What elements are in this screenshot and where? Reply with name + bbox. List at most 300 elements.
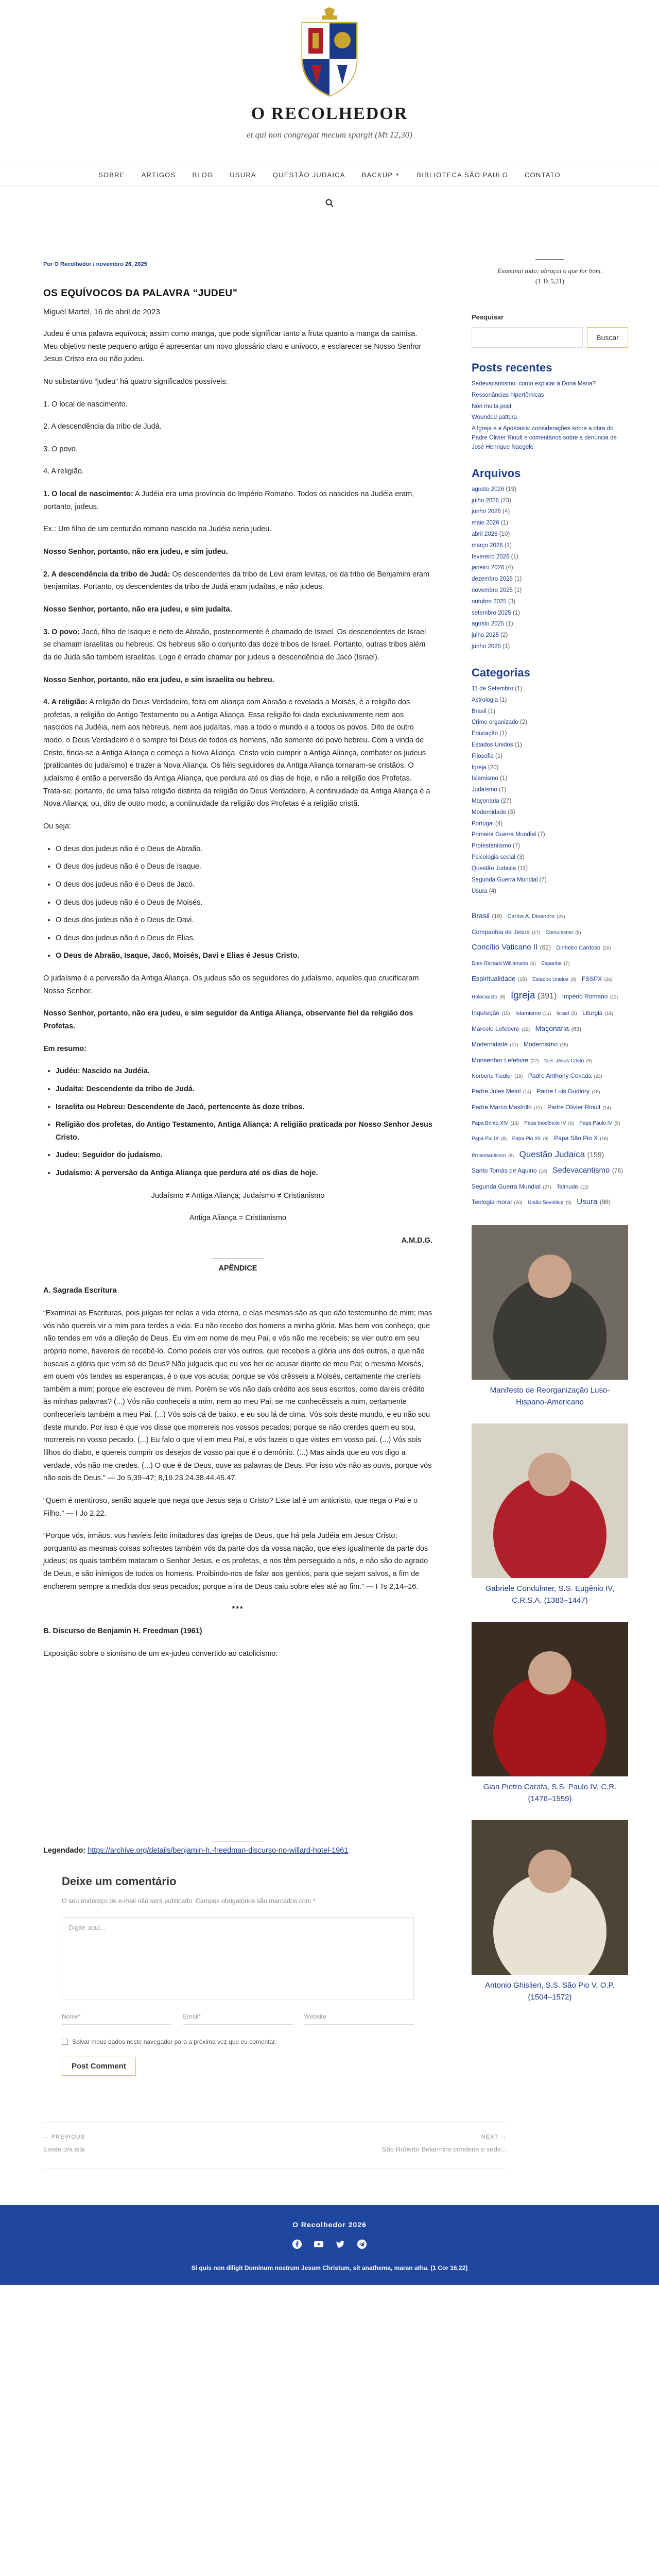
list-item: • Israelita ou Hebreu: Descendente de Jacó, pertencente às doze tribos. (56, 1101, 432, 1114)
nav-sobre[interactable]: SOBRE (98, 171, 125, 179)
tag-link[interactable]: Papa Pio IX (472, 1136, 499, 1142)
list-item (472, 796, 628, 807)
sidebar-search (472, 327, 628, 348)
cookie-checkbox[interactable] (62, 2039, 68, 2045)
list-item: • Judeu: Seguidor do judaísmo. (56, 1149, 432, 1162)
archive-link[interactable]: junho 2025 (472, 643, 501, 650)
image-caption[interactable]: Antonio Ghislieri, S.S. São Pio V, O.P. (1504–1572) (485, 1981, 615, 2002)
quote: “Examinai as Escrituras, pois julgais ter nelas a vida eterna, e elas mesmas são as que dão testemunho de mim; mas vós não quereis vir a mim para terdes a vida. Eu não recebo dos homens a minha glória. Mas bem vos conheço, que não tendes em vós a dileção de Deus. Eu vim em nome de meu Pai, e vós não me recebeis; se vier outro em seu próprio nome, havereis de recebê-lo. Como podeis crer vós outros, que recebeis a glória uns dos outros, e que não buscais a glória que vem só de Deus? Não julgueis que eu vos hei de acusar diante de meu Pai; o mesmo Moisés, em quem vós tendes as esperanças, é o que vos acusa; porque se vós crêsseis a Moisés, certamente me creríeis também a mim; porque ele escreveu de mim. Porém se vós não dais crédito aos seus escritos, como dareis crédito às minhas palavras? (...) Vós não conheceis a mim, nem ao meu Pai; se me conhecêsseis a mim, certamente conheceríeis também a meu Pai. (...) Vós sois cá de baixo, e eu sou lá de cima. Vós sois deste mundo, e eu não sou deste mundo. Por isso é que vos disse que morrereis nos vossos pecados; porque se não crerdes quem eu sou, morrereis no vosso pecado. (...) Eu falo o que vi em meu Pai, e vós fazeis o que vistes em vosso pai. (...) Vós sois filhos do diabo, e quereis cumprir os desejos de vosso pai que é o demônio. (...) Mas ainda que eu vos digo a verdade, vós não me credes. (...) O que é de Deus, ouve as palavras de Deus. Por isso vós não as ouvis, porque vós não sois de Deus.” — Jo 5,39–47; 8,19.23.24.38.44.45.47. (43, 1309, 432, 1483)
tag-link[interactable]: Segunda Guerra Mundial (472, 1182, 541, 1190)
count: (1) (499, 731, 507, 737)
tag-link[interactable]: Norberto Tiedler (472, 1073, 512, 1079)
count: (18) (592, 1089, 600, 1095)
section-title: A. Sagrada Escritura (43, 1286, 117, 1295)
tag-link[interactable]: FSSPX (581, 975, 602, 982)
tag-item (472, 1087, 531, 1095)
tag-link[interactable]: N.S. Jesus Cristo (544, 1058, 584, 1064)
tag-item (532, 974, 577, 983)
count: (13) (510, 1121, 519, 1126)
count: (1) (504, 542, 512, 549)
tag-item (535, 1024, 581, 1033)
count: (17) (510, 1042, 518, 1048)
tag-link[interactable]: Papa Bento XIV (472, 1121, 509, 1127)
facebook-link[interactable] (292, 2239, 302, 2252)
list-item (472, 785, 628, 796)
list-item (472, 379, 628, 390)
tag-item (472, 943, 551, 952)
count: (14) (602, 1105, 611, 1110)
category-link[interactable]: Filosofia (472, 753, 494, 759)
tag-link[interactable]: Usura (577, 1197, 598, 1207)
tag-item (552, 1166, 623, 1175)
equation: Antiga Aliança = Cristianismo (189, 1214, 287, 1223)
recent-posts-list (472, 379, 628, 453)
archive-link[interactable]: outubro 2025 (472, 598, 507, 605)
categories-title: Categorias (472, 666, 530, 679)
list-item (472, 552, 628, 563)
count: (1) (512, 609, 520, 616)
conclusion: Nosso Senhor, portanto, não era judeu, e sim judeu. (43, 548, 228, 556)
count: (2) (500, 632, 508, 639)
tag-item (524, 1040, 568, 1048)
site-header (0, 0, 659, 210)
list-item (472, 484, 628, 496)
list-item (472, 819, 628, 830)
site-logo[interactable] (0, 7, 659, 99)
list-item (472, 563, 628, 574)
archive-link[interactable]: junho 2026 (472, 509, 501, 515)
tag-item (546, 927, 581, 936)
count: (1) (499, 787, 507, 793)
category-link[interactable]: Islamismo (472, 775, 498, 782)
count: (27) (530, 1058, 539, 1063)
tag-link[interactable]: Teologia moral (472, 1198, 512, 1206)
list-item (472, 496, 628, 507)
list-item: • O deus dos judeus não é o Deus de Isaque. (56, 860, 432, 873)
header-search-button[interactable] (325, 199, 334, 210)
quote: “Porque vós, irmãos, vos havíeis feito imitadores das igrejas de Deus, que há pela Judéia em Jesus Cristo; porquanto as mesmas coisas sofrestes também vós da parte dos da vossa nação, que eles igualmente da parte dos judeus; os quais também mataram o Senhor Jesus, e os profetas, e nos têm perseguido a nós, e não são do agrado de Deus, e são inimigos de todos os homens. Proibindo-nos de falar aos gentios, para que sejam salvos, a fim de encherem sempre a medida dos seus pecados; porque a ira de Deus caiu sobre eles até ao fim.” — I Ts 2,14–16. (43, 1532, 428, 1591)
recent-post-link[interactable]: Non multa post (472, 403, 512, 410)
list-item (472, 886, 628, 897)
category-link[interactable]: Brasil (472, 708, 487, 715)
count: (16) (600, 1136, 609, 1142)
tag-link[interactable]: Santo Tomás de Aquino (472, 1167, 537, 1175)
name-field[interactable]: Nome* (62, 2013, 171, 2025)
comment-fields (62, 2013, 414, 2025)
paragraph: Em resumo: (43, 1044, 86, 1053)
tag-item (511, 992, 557, 1001)
search-label: Pesquisar (472, 313, 504, 321)
archive-link[interactable]: julho 2026 (472, 497, 499, 504)
archive-link[interactable]: fevereiro 2026 (472, 553, 510, 560)
category-link[interactable]: Questão Judaica (472, 865, 516, 872)
paragraph: No substantivo “judeu” há quatro significados possíveis: (43, 377, 228, 386)
list-item (472, 852, 628, 863)
tag-link[interactable]: Papa São Pio X (554, 1134, 598, 1142)
count: (8) (570, 976, 577, 982)
count: (159) (587, 1150, 604, 1159)
tag-link[interactable]: Holocausto (472, 994, 498, 1001)
count: (1) (499, 697, 507, 703)
website-field[interactable]: Website (304, 2013, 414, 2025)
category-link[interactable]: Protestantismo (472, 843, 511, 850)
count: (19) (517, 976, 527, 982)
count: (9) (565, 1200, 571, 1206)
image-caption[interactable]: Gabriele Condulmer, S.S. Eugênio IV, C.R.S.A. (1383–1447) (485, 1584, 615, 1605)
tag-item (472, 1008, 510, 1017)
count: (20) (488, 764, 499, 771)
tag-link[interactable]: Igreja (510, 990, 535, 1002)
tag-item (528, 1071, 602, 1080)
tag-item (541, 958, 569, 967)
previous-title: Existe o/a isla (43, 2145, 85, 2153)
list-item (472, 695, 628, 706)
count: (18) (604, 1011, 613, 1016)
tag-item (472, 1071, 523, 1080)
post-meta[interactable]: Por O Recolhedor / novembro 26, 2025 (43, 261, 147, 267)
sidebar-search-input[interactable] (472, 327, 583, 348)
count: (7) (537, 832, 545, 838)
tag-link[interactable]: Comunismo (545, 929, 574, 936)
list-item (472, 529, 628, 540)
archive-link[interactable]: janeiro 2026 (472, 565, 505, 571)
tag-link[interactable]: Islamismo (515, 1010, 541, 1017)
tag-link[interactable]: Dom Richard Williamson (472, 961, 528, 967)
search-icon (325, 199, 334, 207)
tag-link[interactable]: Padre Jules Meinl (472, 1088, 521, 1095)
tag-item (472, 992, 505, 1001)
tag-item (524, 1118, 574, 1127)
archive-link[interactable]: setembro 2025 (472, 609, 511, 616)
list-item (472, 619, 628, 630)
tag-link[interactable]: Modernismo (523, 1041, 558, 1048)
telegram-link[interactable] (357, 2239, 367, 2252)
twitter-link[interactable] (335, 2239, 345, 2252)
archive-link[interactable]: dezembro 2025 (472, 576, 513, 583)
paragraph: 1. O local de nascimento: A Judéia era uma província do Império Romano. Todos os nascidos na Judéia eram, portanto, judeus. (43, 490, 414, 511)
count: (11) (517, 865, 528, 872)
count: (20) (602, 945, 611, 951)
tag-item (472, 974, 527, 983)
count: (23) (500, 497, 511, 504)
archives-title: Arquivos (472, 466, 521, 480)
tag-link[interactable]: Espiritualidade (472, 974, 516, 982)
count: (27) (500, 798, 512, 804)
sidebar (472, 259, 628, 2169)
category-link[interactable]: Educação (472, 731, 498, 737)
category-link[interactable]: Igreja (472, 764, 487, 771)
category-link[interactable]: Primeira Guerra Mundial (472, 832, 536, 838)
cookie-label: Salvar meus dados neste navegador para a próxima vez que eu comentar. (72, 2038, 276, 2045)
count: (1) (514, 576, 522, 583)
nav-biblioteca[interactable]: BIBLIOTECA SÃO PAULO (417, 171, 509, 179)
category-link[interactable]: Astrologia (472, 697, 498, 703)
list-item: • Judéu: Nascido na Judéia. (56, 1065, 432, 1078)
comment-textarea[interactable]: Digite aqui... (62, 1917, 414, 1999)
count: (1) (514, 587, 522, 594)
paragraph: 2. A descendência da tribo de Judá. (43, 422, 162, 431)
list-item (472, 762, 628, 774)
list-item (472, 506, 628, 518)
motto-widget (472, 259, 628, 285)
tag-link[interactable]: Questão Judaica (519, 1149, 585, 1159)
count: (22) (522, 1026, 530, 1032)
count: (18) (539, 1168, 548, 1174)
count: (11) (534, 1105, 542, 1110)
tag-item (519, 1150, 604, 1159)
count: (7) (539, 876, 547, 883)
post-navigation (43, 2122, 507, 2169)
tag-link[interactable]: Sedevacantismo (552, 1166, 610, 1175)
tag-link[interactable]: Dinheiro Cardoso (556, 945, 600, 952)
recent-post-link[interactable]: Wounded pattera (472, 414, 517, 421)
category-link[interactable]: Judaísmo (472, 787, 497, 793)
tag-link[interactable]: Liturgia (582, 1009, 603, 1017)
divider (535, 259, 564, 260)
archives-list (472, 484, 628, 653)
nav-blog[interactable]: BLOG (192, 171, 214, 179)
tag-link[interactable]: Papa Paulo IV (579, 1121, 613, 1127)
recent-post-link[interactable]: Ressonâncias hipertômicas (472, 392, 544, 398)
recent-post-link[interactable]: A Igreja e a Apostasia: considerações sobre a obra do Padre Olivier Rioult e comentários sobre a denúncia de José Henrique Naegele (472, 426, 617, 450)
archive-link[interactable]: maio 2026 (472, 520, 499, 527)
post (43, 259, 432, 1857)
comments-note: O seu endereço de e-mail não será publicado. Campos obrigatórios são marcados com * (62, 1897, 316, 1905)
site-tagline: et qui non congregat mecum spargit (Mt 12,30) (247, 130, 412, 140)
count: (8) (575, 929, 581, 935)
count: (4) (502, 509, 510, 515)
tag-link[interactable]: Padre Marco Mastrillo (472, 1103, 532, 1111)
next-label: NEXT → (481, 2133, 507, 2140)
sidebar-image[interactable] (472, 1622, 628, 1776)
tag-link[interactable]: Padre Olivier Rioult (547, 1103, 601, 1111)
footer-title: O Recolhedor 2026 (292, 2220, 367, 2229)
tag-item (557, 1008, 577, 1017)
count: (6) (530, 961, 536, 967)
count: (7) (512, 843, 520, 850)
legend: Legendado: https://archive.org/details/benjamin-h.-freedman-discurso-no-willard-hotel-1961 (43, 1846, 349, 1855)
list-item (472, 641, 628, 653)
paragraph: 4. A religião. (43, 467, 84, 476)
count: (76) (612, 1167, 623, 1175)
nav-usura[interactable]: USURA (230, 171, 256, 179)
tag-link[interactable]: Talmude (557, 1183, 578, 1190)
tag-item (544, 1056, 592, 1064)
tag-link[interactable]: Maçonaria (535, 1024, 569, 1032)
count: (98) (599, 1198, 611, 1206)
count: (12) (580, 1184, 589, 1190)
list-item (472, 597, 628, 608)
quote: “Quem é mentiroso, senão aquele que nega que Jesus seja o Cristo? Este tal é um anticristo, que nega o Pai e o Filho.” — I Jo 2,22. (43, 1496, 418, 1518)
count: (8) (499, 994, 506, 1000)
list-item: • Judaísmo: A perversão da Antiga Aliança que perdura até os dias de hoje. (56, 1167, 432, 1180)
tag-item (472, 1118, 519, 1127)
tag-link[interactable]: Israel (556, 1011, 569, 1017)
count: (2) (519, 719, 528, 726)
list-item (472, 608, 628, 619)
archive-link[interactable]: abril 2026 (472, 531, 498, 537)
count: (14) (523, 1089, 531, 1095)
sidebar-image[interactable] (472, 1225, 628, 1380)
previous-label: ← PREVIOUS (43, 2133, 85, 2140)
list (56, 843, 432, 962)
count: (1) (495, 753, 503, 759)
category-link[interactable]: Usura (472, 888, 488, 894)
count: (9) (614, 1121, 620, 1126)
page-body (0, 259, 659, 2169)
tag-link[interactable]: Papa Inocêncio IV (524, 1121, 566, 1127)
nav-questao-judaica[interactable]: QUESTÃO JUDAICA (272, 171, 345, 179)
video-embed-area (43, 1670, 432, 1829)
tag-link[interactable]: Espanha (541, 961, 562, 967)
tag-item (577, 1197, 611, 1206)
count: (17) (532, 929, 541, 935)
tag-item (472, 1197, 523, 1206)
conclusion: Nosso Senhor, portanto, não era judeu, e sim seguidor da Antiga Aliança, observante fiel da religião dos Profetas. (43, 1009, 413, 1030)
tag-item (557, 1182, 588, 1191)
list-item: • O deus dos judeus não é o Deus de Jacó. (56, 878, 432, 891)
nav-contato[interactable]: CONTATO (525, 171, 561, 179)
paragraph: Exposição sobre o sionismo de um ex-judeu convertido ao catolicismo: (43, 1649, 278, 1658)
tag-link[interactable]: Papa Pio XII (512, 1136, 541, 1142)
list-item (472, 863, 628, 875)
twitter-icon (335, 2239, 345, 2249)
archive-link[interactable]: julho 2025 (472, 632, 499, 639)
comment-form (43, 1875, 432, 2076)
tag-link[interactable]: Concílio Vaticano II (472, 943, 538, 952)
tag-item (556, 943, 611, 952)
count: (9) (543, 1136, 549, 1142)
category-link[interactable]: Crime organizado (472, 719, 518, 726)
count: (1) (506, 621, 513, 628)
count: (62) (540, 944, 551, 952)
count: (1) (511, 553, 518, 560)
count: (23) (594, 1073, 602, 1079)
sidebar-search-button[interactable]: Buscar (587, 327, 628, 348)
tag-item (472, 927, 540, 936)
list-item (472, 706, 628, 718)
tag-link[interactable]: Padre Anthony Cekada (528, 1072, 592, 1079)
count: (19) (514, 1073, 523, 1079)
tag-link[interactable]: Império Romano (562, 993, 608, 1001)
tag-item (472, 1150, 514, 1159)
recent-posts-title: Posts recentes (472, 361, 552, 374)
count: (6) (508, 1153, 514, 1158)
count: (7) (564, 961, 570, 967)
signature: A.M.D.G. (401, 1236, 432, 1245)
tag-link[interactable]: Estados Unidos (532, 976, 569, 982)
list-item (472, 518, 628, 529)
tag-item (472, 1103, 542, 1111)
category-link[interactable]: Psicologia social (472, 854, 516, 861)
nav-artigos[interactable]: ARTIGOS (141, 171, 176, 179)
tag-item (472, 1166, 547, 1175)
tag-link[interactable]: Brasil (472, 911, 490, 920)
email-field[interactable]: Email* (183, 2013, 292, 2025)
list-item: • O deus dos judeus não é o Deus de Davi. (56, 914, 432, 927)
category-link[interactable]: Modernidade (472, 809, 507, 816)
count: (1) (500, 520, 508, 527)
archive-link[interactable]: agosto 2026 (472, 486, 505, 493)
list-item (472, 390, 628, 401)
motto-text: Examinai tudo; abraçai o que for bom. (497, 267, 602, 275)
list-item (472, 401, 628, 413)
tag-link[interactable]: Monsenhor Lefebvre (472, 1056, 529, 1064)
count: (5) (571, 1011, 577, 1016)
tag-link[interactable]: Modernidade (472, 1041, 508, 1048)
archive-link[interactable]: agosto 2025 (472, 621, 505, 628)
sidebar-image[interactable] (472, 1423, 628, 1578)
tag-item (554, 1133, 608, 1142)
sidebar-image[interactable] (472, 1820, 628, 1975)
tag-link[interactable]: União Soviética (527, 1200, 564, 1206)
sidebar-images (472, 1225, 628, 2003)
equation: Judaísmo ≠ Antiga Aliança; Judaísmo ≠ Cristianismo (151, 1191, 325, 1200)
archive-link[interactable]: março 2026 (472, 542, 503, 549)
count: (3) (517, 854, 525, 861)
youtube-link[interactable] (314, 2239, 324, 2252)
tag-link[interactable]: Padre Luis Gudiory (536, 1088, 590, 1095)
image-caption[interactable]: Manifesto de Reorganização Luso-Hispano-Americano (490, 1386, 610, 1406)
list-item (472, 540, 628, 552)
category-link[interactable]: Portugal (472, 820, 494, 827)
list-item (472, 585, 628, 597)
next-title: São Roberto Belarmino condena o sede... (381, 2145, 507, 2153)
count: (20) (514, 1200, 523, 1206)
tag-link[interactable]: Protestantismo (472, 1153, 506, 1159)
category-link[interactable]: Estados Unidos (472, 741, 513, 748)
count: (3) (508, 809, 515, 816)
paragraph: 2. A descendência da tribo de Judá: Os descendentes da tribo de Levi eram levitas, os da tribo de Benjamim eram benjamitas. Portanto, os descendentes da tribo de Judá eram judaítas, e não judeus. (43, 570, 430, 591)
list-item (472, 751, 628, 762)
list-item (472, 829, 628, 841)
list-item: • O deus dos judeus não é o Deus de Abraão. (56, 843, 432, 856)
telegram-icon (357, 2239, 367, 2249)
nav-backup[interactable]: BACKUP ▼ (361, 171, 401, 179)
recent-post-link[interactable]: Sedevacantismo: como explicar à Dona Maria? (472, 381, 596, 387)
tag-item (536, 1087, 600, 1095)
tag-link[interactable]: Marcelo Lefebvre (472, 1025, 519, 1032)
youtube-icon (314, 2239, 324, 2249)
previous-post-link[interactable] (43, 2134, 85, 2153)
legend-link[interactable]: https://archive.org/details/benjamin-h.-freedman-discurso-no-willard-hotel-1961 (88, 1846, 349, 1855)
category-link[interactable]: Segunda Guerra Mundial (472, 876, 538, 883)
comments-title: Deixe um comentário (62, 1874, 177, 1888)
count: (391) (537, 992, 557, 1001)
summary-list (56, 1065, 432, 1179)
archive-link[interactable]: novembro 2025 (472, 587, 513, 594)
conclusion: Nosso Senhor, portanto, não era judeu, e sim judaíta. (43, 605, 232, 614)
main-nav (0, 163, 659, 187)
tag-link[interactable]: Carlos A. Disandro (507, 913, 555, 920)
tag-item (472, 1056, 539, 1064)
count: (4) (495, 820, 503, 827)
count: (15) (560, 1042, 568, 1048)
post-comment-button[interactable]: Post Comment (62, 2057, 136, 2076)
count: (1) (514, 741, 522, 748)
category-link[interactable]: 11 de Setembro (472, 685, 513, 692)
site-title[interactable]: O RECOLHEDOR (251, 104, 408, 123)
category-link[interactable]: Maçonaria (472, 798, 499, 804)
count: (3) (508, 598, 516, 605)
paragraph: Ou seja: (43, 822, 71, 831)
footer-text: Si quis non diligit Dominum nostrum Jesum Christum, sit anathema, maran atha. (1 Cor 16,22) (191, 2264, 468, 2272)
tag-link[interactable]: Inquisição (472, 1009, 500, 1017)
tag-link[interactable]: Companhia de Jesus (472, 928, 530, 936)
count: (1) (488, 708, 496, 715)
list-item: • Religião dos profetas, do Antigo Testamento, Antiga Aliança: A religião praticada por Nosso Senhor Jesus Cristo. (56, 1118, 432, 1144)
image-caption[interactable]: Gian Pietro Carafa, S.S. Paulo IV, C.R. (1476–1559) (483, 1783, 617, 1803)
